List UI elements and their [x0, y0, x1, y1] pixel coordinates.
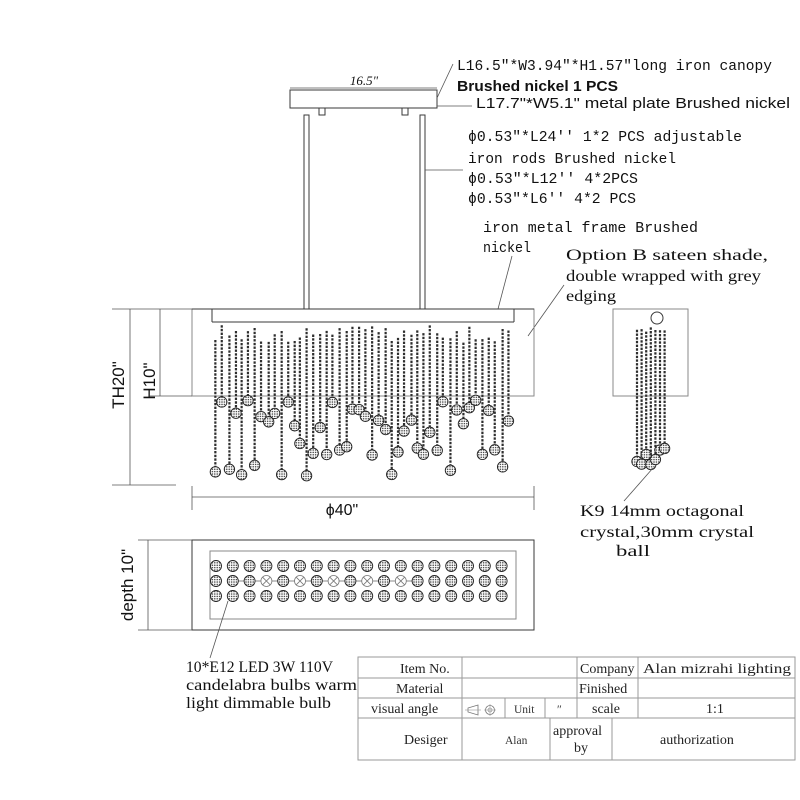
- bottom-crystal-ball: [429, 591, 440, 602]
- bottom-crystal-ball: [345, 561, 356, 572]
- unit-label: Unit: [514, 704, 535, 716]
- bottom-crystal-ball: [446, 591, 457, 602]
- rods-spec-line-4: ϕ0.53"*L6'' 4*2 PCS: [468, 192, 636, 208]
- canopy-spec-line-2: Brushed nickel 1 PCS: [457, 79, 619, 95]
- shade-height-label: H10": [140, 362, 159, 400]
- bottom-crystal-ball: [379, 561, 390, 572]
- scale-value: 1:1: [706, 702, 724, 717]
- bottom-crystal-ball: [362, 591, 373, 602]
- bottom-crystal-ball: [463, 591, 474, 602]
- crystal-ball: [327, 397, 337, 407]
- crystal-ball: [406, 415, 416, 425]
- bottom-crystal-ball: [295, 591, 306, 602]
- bottom-crystal-ball: [479, 576, 490, 587]
- bottom-crystal-ball: [328, 561, 339, 572]
- front-view: [192, 309, 534, 481]
- rod-right: [420, 115, 425, 309]
- crystal-ball: [315, 422, 325, 432]
- crystal-ball: [243, 395, 253, 405]
- bottom-crystal-ball: [328, 591, 339, 602]
- item-no-label: Item No.: [400, 662, 450, 677]
- crystal-ball: [342, 441, 352, 451]
- canopy: [290, 64, 472, 115]
- side-canopy-hook: [651, 312, 663, 324]
- bottom-crystal-ball: [278, 561, 289, 572]
- bottom-crystal-ball: [311, 561, 322, 572]
- bottom-crystal-ball: [429, 561, 440, 572]
- diameter-label: ϕ40": [325, 502, 359, 519]
- bottom-crystal-ball: [227, 591, 238, 602]
- crystal-leader-line: [624, 468, 653, 501]
- crystal-ball: [387, 469, 397, 479]
- bottom-crystal-ball: [211, 561, 222, 572]
- crystal-spec-line-2: crystal,30mm crystal: [580, 524, 754, 541]
- crystal-ball: [217, 397, 227, 407]
- bottom-crystal-ball: [395, 561, 406, 572]
- rods-spec-line-2: iron rods Brushed nickel: [468, 152, 676, 168]
- crystal-ball: [503, 416, 513, 426]
- crystal-ball: [276, 469, 286, 479]
- crystal-ball: [393, 447, 403, 457]
- bulbs-spec-line-3: light dimmable bulb: [186, 695, 332, 712]
- crystal-spec-line-3: ball: [616, 543, 650, 560]
- frame-spec-line-1: iron metal frame Brushed: [483, 221, 698, 237]
- bottom-crystal-ball: [479, 561, 490, 572]
- side-crystal-ball: [659, 443, 669, 453]
- bottom-crystal-ball: [496, 576, 507, 587]
- approval-label-line-1: approval: [553, 724, 602, 739]
- bottom-crystal-ball: [429, 576, 440, 587]
- shade-spec-line-3: edging: [566, 288, 617, 305]
- company-value: Alan mizrahi lighting: [643, 662, 791, 677]
- bottom-crystal-ball: [412, 591, 423, 602]
- depth-dimension: [118, 540, 192, 630]
- rod-left: [304, 115, 309, 309]
- bottom-crystal-ball: [311, 591, 322, 602]
- plate-spec: L17.7"*W5.1" metal plate Brushed nickel: [476, 96, 790, 112]
- bulbs-spec-line-1: 10*E12 LED 3W 110V: [186, 659, 334, 676]
- bottom-crystal-ball: [446, 561, 457, 572]
- bottom-crystal-ball: [412, 561, 423, 572]
- bottom-crystal-ball: [244, 591, 255, 602]
- crystal-ball: [470, 395, 480, 405]
- bottom-crystal-ball: [244, 561, 255, 572]
- plate-mount-left: [319, 108, 325, 115]
- crystal-ball: [477, 449, 487, 459]
- designer-label: Desiger: [404, 733, 448, 748]
- bottom-crystal-ball: [211, 576, 222, 587]
- canopy-spec-line-1: L16.5"*W3.94"*H1.57"long iron canopy: [457, 59, 773, 75]
- bottom-crystal-ball: [278, 591, 289, 602]
- crystal-spec-line-1: K9 14mm octagonal: [580, 503, 744, 520]
- side-crystal-ball: [650, 454, 660, 464]
- bulbs-spec-line-2: candelabra bulbs warm: [186, 677, 357, 694]
- crystal-ball: [367, 450, 377, 460]
- bottom-crystal-ball: [446, 576, 457, 587]
- bottom-crystal-ball: [345, 576, 356, 587]
- shade-spec-line-2: double wrapped with grey: [566, 268, 762, 285]
- crystal-ball: [289, 421, 299, 431]
- crystal-ball: [418, 449, 428, 459]
- crystal-ball: [224, 464, 234, 474]
- crystal-ball: [484, 405, 494, 415]
- height-dimensions: [109, 309, 192, 485]
- rods-spec-line-1: ϕ0.53"*L24'' 1*2 PCS adjustable: [468, 130, 742, 146]
- bottom-crystal-ball: [244, 576, 255, 587]
- bottom-crystal-ball: [227, 561, 238, 572]
- bottom-crystal-ball: [227, 576, 238, 587]
- crystal-ball: [380, 424, 390, 434]
- bottom-crystal-ball: [261, 561, 272, 572]
- crystal-ball: [236, 470, 246, 480]
- company-label: Company: [580, 662, 635, 677]
- visual-angle-label: visual angle: [371, 702, 439, 717]
- crystal-ball: [283, 397, 293, 407]
- authorization-label: authorization: [660, 733, 734, 748]
- bottom-crystal-ball: [345, 591, 356, 602]
- side-crystal-strands: [632, 327, 670, 469]
- bottom-crystal-ball: [496, 591, 507, 602]
- crystal-ball: [295, 438, 305, 448]
- depth-label: depth 10": [118, 548, 137, 622]
- plate-mount-right: [402, 108, 408, 115]
- frame-leader-line: [498, 256, 512, 309]
- side-view: [613, 309, 688, 501]
- canopy-leader-line: [437, 64, 453, 98]
- shade-leader-line: [528, 285, 564, 336]
- designer-value: Alan: [505, 735, 528, 747]
- crystal-ball: [270, 408, 280, 418]
- rods: [304, 115, 463, 309]
- crystal-ball: [458, 419, 468, 429]
- title-block: [358, 657, 795, 760]
- unit-value: ″: [557, 704, 562, 716]
- bottom-view: [192, 540, 534, 658]
- finished-label: Finished: [579, 682, 628, 697]
- crystal-ball: [425, 427, 435, 437]
- scale-label: scale: [592, 702, 620, 717]
- bottom-crystal-ball: [463, 576, 474, 587]
- bottom-crystal-ball: [496, 561, 507, 572]
- crystal-ball: [497, 462, 507, 472]
- rods-spec-line-3: ϕ0.53"*L12'' 4*2PCS: [468, 172, 638, 188]
- bottom-crystal-ball: [379, 576, 390, 587]
- crystal-ball: [432, 445, 442, 455]
- crystal-ball: [399, 426, 409, 436]
- bottom-crystal-ball: [412, 576, 423, 587]
- crystal-ball: [373, 415, 383, 425]
- crystal-ball: [445, 465, 455, 475]
- bottom-crystal-ball: [211, 591, 222, 602]
- bottom-crystal-ball: [362, 561, 373, 572]
- shade-spec-line-1: Option B sateen shade,: [566, 247, 768, 264]
- bottom-crystal-ball: [295, 561, 306, 572]
- bottom-crystal-ball: [311, 576, 322, 587]
- crystal-ball: [452, 405, 462, 415]
- crystal-ball: [490, 445, 500, 455]
- bottom-crystal-ball: [395, 591, 406, 602]
- crystal-ball: [321, 449, 331, 459]
- bottom-crystal-ball: [479, 591, 490, 602]
- material-label: Material: [396, 682, 444, 697]
- projection-symbol-icon: [465, 704, 496, 716]
- crystal-ball: [360, 411, 370, 421]
- bottom-crystal-ball: [261, 591, 272, 602]
- crystal-ball: [249, 460, 259, 470]
- bottom-crystal-ball: [379, 591, 390, 602]
- crystal-ball: [308, 448, 318, 458]
- bottom-crystal-ball: [278, 576, 289, 587]
- canopy-width-label: 16.5": [349, 73, 379, 88]
- bottom-crystal-ball: [463, 561, 474, 572]
- crystal-ball: [438, 397, 448, 407]
- crystal-ball: [301, 471, 311, 481]
- diameter-dimension: [192, 486, 534, 519]
- total-height-label: TH20": [109, 361, 128, 409]
- front-crystal-strands: [210, 325, 513, 481]
- canopy-body: [290, 90, 437, 108]
- crystal-ball: [231, 408, 241, 418]
- crystal-ball: [210, 467, 220, 477]
- approval-label-line-2: by: [574, 741, 588, 756]
- frame-spec-line-2: nickel: [483, 241, 531, 257]
